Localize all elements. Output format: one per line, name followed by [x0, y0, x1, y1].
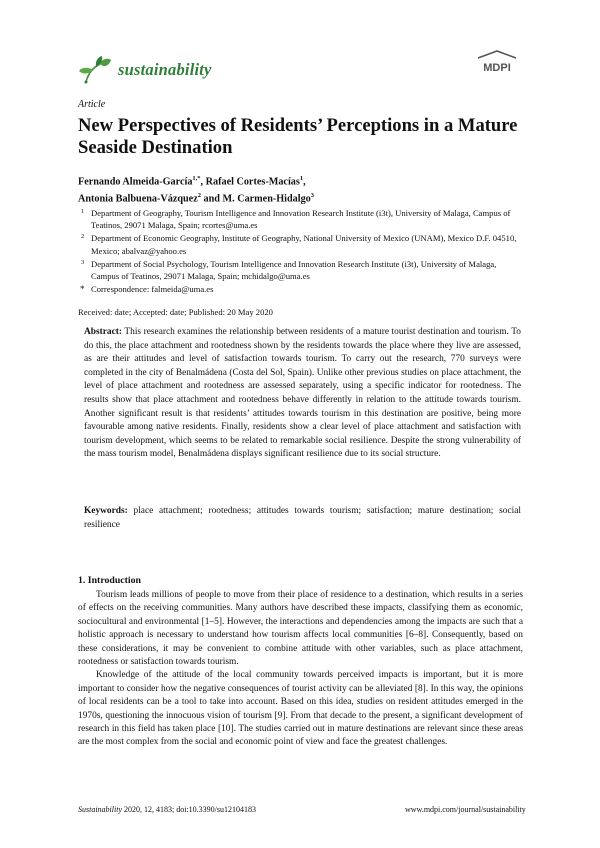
- author-separator: and: [200, 193, 223, 205]
- affiliation-mark: 1: [81, 208, 85, 215]
- author-name: Antonia Balbuena-Vázquez: [78, 193, 198, 205]
- paper-title: New Perspectives of Residents’ Perceptions in a Mature Seaside Destination: [78, 115, 518, 158]
- section-heading: 1. Introduction: [78, 575, 141, 586]
- leaf-icon: [78, 56, 112, 84]
- keywords: [84, 505, 521, 532]
- author-name: Fernando Almeida-García: [78, 176, 193, 188]
- abstract-text: This research examines the relationship between residents of a mature tourist destination and tourism. To do this, the place attachment and rootedness shown by the residents towards the place where they live are assessed, as are their attitudes and level of satisfaction towards tourism. To carry out the research, 770 surveys were completed in the city of Benalmádena (Costa del Sol, Spain). Unlike other previous studies on place attachment, the level of place attachment and rootedness are assessed separately, using a specific indicator for rootedness. The results show that place attachment and rootedness behave differently in relation to the attitude towards tourism. Another significant result is that residents’ attitudes towards tourism in this destination are positive, being more favourable among native residents. Finally, residents show a clear level of place attachment and satisfaction with tourism development, which seems to be related to remarkable social resilience. Despite the strong vulnerability of the mass tourism model, Benalmádena displays significant resilience due to its social structure.: [84, 327, 521, 460]
- section-body: [78, 589, 523, 750]
- body-paragraph: Knowledge of the attitude of the local community towards perceived impacts is important, but it is more important to consider how the negative consequences of tourist activity can be alleviated [8]. In this way, the opinions of local residents can be a tool to take into account. Based on this idea, studies on resident attitudes emerged in the 1970s, questioning the innocuous vision of tourism [9]. From that decade to the present, a significant development of research in this field has taken place [10]. The studies carried out in mature destinations are relevant since these areas are the most complex from the social and economic point of view and face the greatest challenges.: [78, 670, 523, 748]
- author-name: M. Carmen-Hidalgo: [222, 193, 311, 205]
- body-paragraph: Tourism leads millions of people to move from their place of residence to a destination, which results in a series of effects on the receiving communities. Many authors have described these impacts, classifying them as economic, sociocultural and environmental [1–5]. However, the interactions and dependencies among the impacts are such that a holistic approach is necessary to understand how tourism affects local communities [6–8]. Consequently, based on these considerations, it may be convenient to combine attitude with other variables, such as place attachment, rootedness or satisfaction towards tourism.: [78, 590, 523, 668]
- affiliations: [78, 207, 523, 296]
- author-affiliation-mark: 1,*: [192, 175, 201, 182]
- affiliation-text: Department of Geography, Tourism Intelligence and Innovation Research Institute (i3t), University of Malaga, Campus of Teatinos, 29071 Malaga, Spain; rcortes@uma.es: [91, 208, 511, 231]
- author-name: Rafael Cortes-Macías: [205, 176, 300, 188]
- footer-journal: Sustainability: [78, 805, 122, 814]
- keywords-text: place attachment; rootedness; attitudes towards tourism; satisfaction; mature destination; social resilience: [84, 506, 522, 530]
- abstract: [84, 326, 521, 462]
- author-affiliation-mark: 3: [310, 192, 315, 200]
- affiliation-mark: 2: [81, 233, 85, 241]
- mdpi-logo: [474, 50, 520, 76]
- correspondence-item: [78, 283, 523, 295]
- journal-logo: [78, 56, 212, 84]
- affiliation-item: [78, 258, 523, 282]
- article-type: Article: [78, 99, 106, 110]
- abstract-label: Abstract:: [84, 327, 123, 337]
- footer-url[interactable]: www.mdpi.com/journal/sustainability: [405, 805, 526, 814]
- affiliation-mark: *: [80, 284, 85, 295]
- footer-citation: [78, 805, 256, 814]
- affiliation-text: Department of Social Psychology, Tourism Intelligence and Innovation Research Institute (i3t), University of Malaga, Campus of Teatinos, 29071 Malaga, Spain; mchidalgo@uma.es: [91, 258, 497, 282]
- author-separator: ,: [200, 176, 206, 188]
- affiliation-mark: 3: [81, 258, 85, 266]
- mdpi-logo-text: MDPI: [483, 62, 511, 74]
- author-affiliation-mark: 1: [299, 175, 304, 182]
- keywords-label: Keywords:: [84, 506, 128, 516]
- author-list: [78, 172, 523, 207]
- affiliation-item: [78, 232, 523, 256]
- footer-citation-text: 2020, 12, 4183; doi:10.3390/su12104183: [124, 805, 257, 814]
- affiliation-item: [78, 207, 523, 231]
- author-affiliation-mark: 2: [197, 192, 201, 200]
- affiliation-text: Department of Economic Geography, Institute of Geography, National University of Mexico (UNAM), Mexico D.F. 04510, Mexico; abalvaz@yahoo.es: [91, 233, 517, 256]
- publication-dates: Received: date; Accepted: date; Published: 20 May 2020: [78, 307, 273, 317]
- author-separator: ,: [303, 176, 306, 188]
- correspondence-text: Correspondence: falmeida@uma.es: [91, 284, 214, 295]
- journal-name: sustainability: [118, 60, 212, 79]
